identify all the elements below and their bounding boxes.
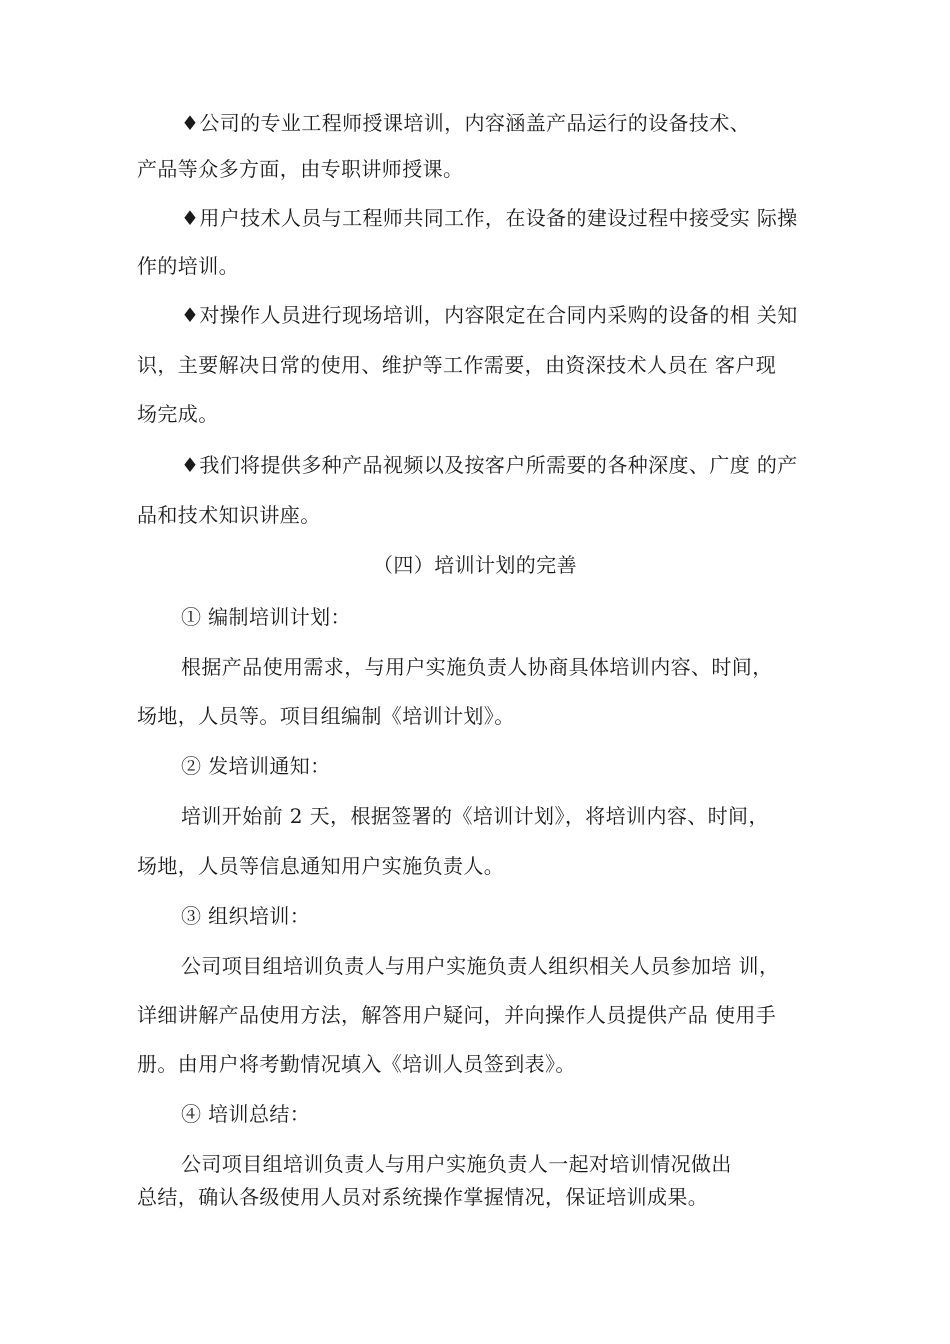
bullet-paragraph-3-line-3: 场完成。	[137, 402, 219, 426]
step-3-paragraph-line-3: 册。由用户将考勤情况填入《培训人员签到表》。	[137, 1052, 576, 1076]
step-4-paragraph-line-1: 公司项目组培训负责人与用户实施负责人一起对培训情况做出	[181, 1152, 732, 1176]
step-1-title: ① 编制培训计划：	[181, 605, 351, 629]
step-3-paragraph-line-1: 公司项目组培训负责人与用户实施负责人组织相关人员参加培 训，	[181, 954, 780, 978]
bullet-paragraph-1-line-2: 产品等众多方面，由专职讲师授课。	[137, 157, 464, 181]
step-3-title: ③ 组织培训：	[181, 904, 311, 928]
section-heading: （四）培训计划的完善	[373, 553, 577, 577]
bullet-paragraph-1-line-1: ♦公司的专业工程师授课培训，内容涵盖产品运行的设备技术、	[181, 111, 751, 135]
step-1-paragraph-line-2: 场地，人员等。项目组编制《培训计划》。	[137, 704, 515, 728]
bullet-paragraph-4-line-2: 品和技术知识讲座。	[137, 503, 321, 527]
bullet-paragraph-2-line-2: 作的培训。	[137, 254, 239, 278]
step-2-title: ② 发培训通知：	[181, 754, 331, 778]
bullet-paragraph-2-line-1: ♦用户技术人员与工程师共同工作，在设备的建设过程中接受实 际操	[181, 206, 798, 230]
step-4-paragraph-line-2: 总结，确认各级使用人员对系统操作掌握情况，保证培训成果。	[137, 1185, 709, 1209]
step-4-title: ④ 培训总结：	[181, 1102, 311, 1126]
step-1-paragraph-line-1: 根据产品使用需求，与用户实施负责人协商具体培训内容、时间，	[181, 655, 773, 679]
bullet-paragraph-4-line-1: ♦我们将提供多种产品视频以及按客户所需要的各种深度、广度 的产	[181, 453, 798, 477]
bullet-paragraph-3-line-2: 识，主要解决日常的使用、维护等工作需要，由资深技术人员在 客户现	[137, 353, 777, 377]
step-2-paragraph-line-2: 场地，人员等信息通知用户实施负责人。	[137, 854, 505, 878]
step-3-paragraph-line-2: 详细讲解产品使用方法，解答用户疑问，并向操作人员提供产品 使用手	[137, 1003, 777, 1027]
bullet-paragraph-3-line-1: ♦对操作人员进行现场培训，内容限定在合同内采购的设备的相 关知	[181, 303, 798, 327]
step-2-paragraph-line-1: 培训开始前 2 天，根据签署的《培训计划》，将培训内容、时间，	[181, 804, 769, 828]
